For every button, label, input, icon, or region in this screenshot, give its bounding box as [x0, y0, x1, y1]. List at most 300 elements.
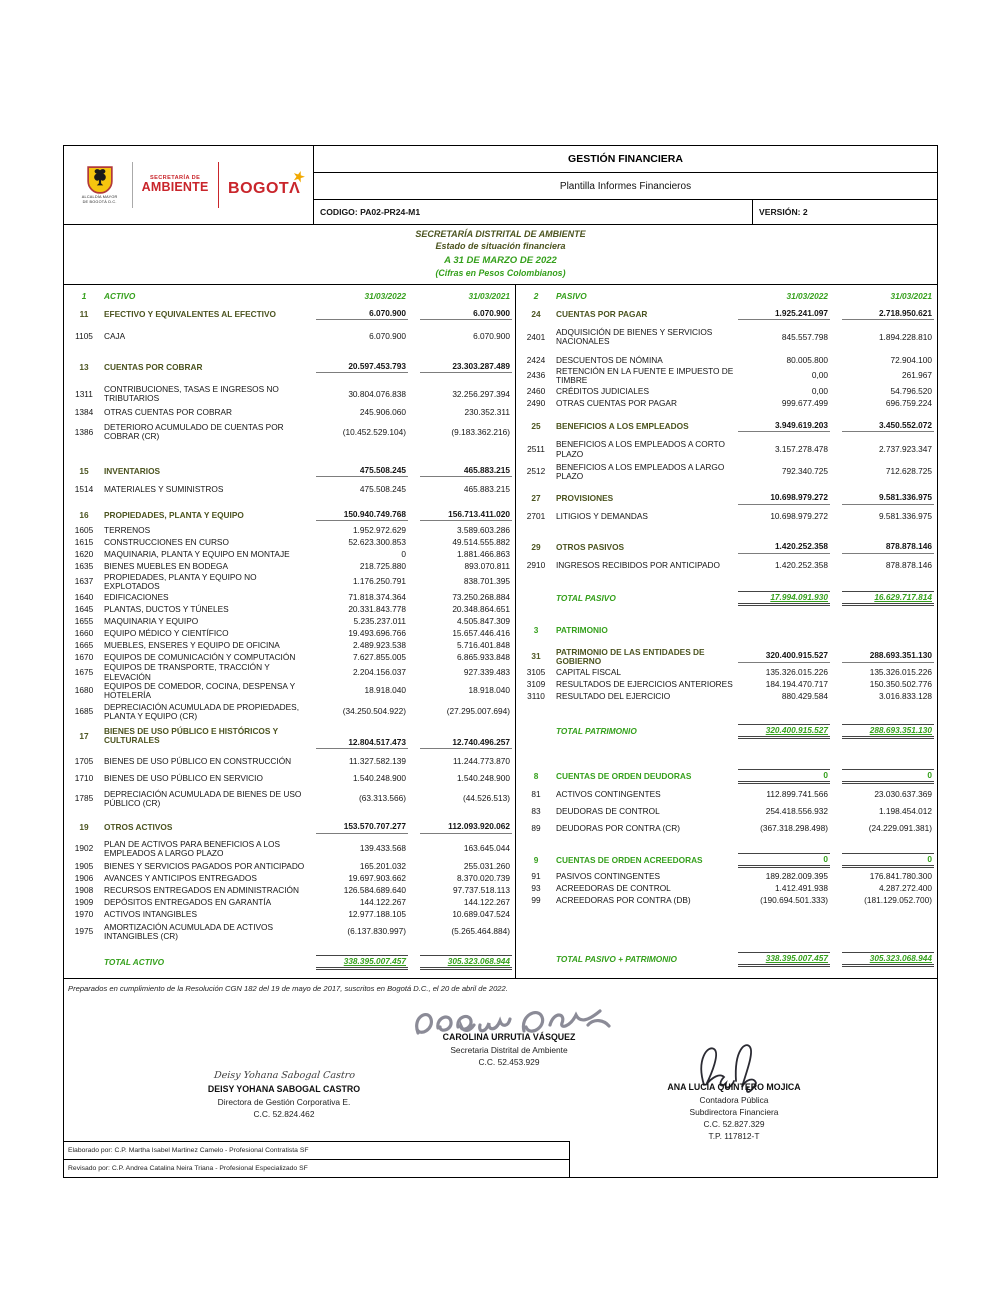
preparation-note: Preparados en cumplimiento de la Resolución CGN 182 del 19 de mayo de 2017, suscritos en Bogotá D.C., el 20 de abril de 2022. [68, 984, 508, 994]
currency-note: (Cifras en Pesos Colombianos) [435, 267, 566, 278]
table-row [64, 884, 512, 896]
row-label: BENEFICIOS A LOS EMPLEADOS A CORTO PLAZO [556, 439, 725, 459]
row-code: 2460 [526, 385, 546, 396]
row-value-2021: (5.265.464.884) [451, 926, 510, 937]
row-label: DEPRECIACIÓN ACUMULADA DE BIENES DE USO PÚBLICO (CR) [104, 788, 302, 808]
table-row [64, 288, 512, 305]
row-label: ACREEDORAS DE CONTROL [556, 882, 671, 893]
row-label: MATERIALES Y SUMINISTROS [104, 483, 224, 494]
row-value-2021: 465.883.215 [420, 466, 512, 477]
table-row [64, 639, 512, 651]
row-label: TOTAL ACTIVO [104, 956, 165, 967]
row-value-2022: (190.694.501.333) [760, 894, 828, 905]
row-label: EQUIPO MÉDICO Y CIENTÍFICO [104, 627, 229, 638]
row-code: 1902 [74, 843, 94, 854]
row-code: 1909 [74, 896, 94, 907]
row-value-2022: 12.977.188.105 [348, 908, 406, 919]
row-code: 1605 [74, 525, 94, 536]
row-value-2022: 2.489.923.538 [352, 639, 406, 650]
row-label: BENEFICIOS A LOS EMPLEADOS A LARGO PLAZO [556, 461, 725, 482]
table-row [64, 818, 512, 837]
table-row [516, 622, 934, 639]
row-value-2022: 30.804.076.838 [348, 388, 406, 399]
table-row [64, 481, 512, 498]
row-code: 2424 [526, 355, 546, 366]
table-row [516, 288, 934, 305]
signature-block-directora [159, 1065, 409, 1120]
row-value-2022: 845.557.798 [781, 331, 828, 342]
row-code: 11 [79, 309, 89, 319]
row-value-2022: 0,00 [811, 385, 828, 396]
row-label: RECURSOS ENTREGADOS EN ADMINISTRACIÓN [104, 884, 300, 895]
row-value-2022: 1.540.248.900 [352, 773, 406, 784]
row-code: 1 [81, 291, 87, 301]
table-row [516, 367, 934, 386]
row-value-2022: 135.326.015.226 [765, 666, 828, 677]
row-code: 89 [531, 823, 541, 834]
table-row [516, 948, 934, 970]
row-code: 1710 [74, 773, 94, 784]
row-value-2021: 15.657.446.416 [452, 627, 510, 638]
row-code: 1615 [74, 537, 94, 548]
table-row [516, 820, 934, 837]
table-row [516, 397, 934, 409]
row-value-2022: (367.318.298.498) [760, 823, 828, 834]
row-label: CUENTAS DE ORDEN ACREEDORAS [556, 854, 703, 865]
row-value-2021: 893.070.811 [464, 561, 510, 572]
row-value-2021: 10.689.047.524 [452, 908, 510, 919]
row-code: 1670 [74, 651, 94, 662]
row-code: 1705 [74, 756, 94, 767]
table-row [64, 682, 512, 701]
table-row [516, 385, 934, 397]
row-label: DEPÓSITOS ENTREGADOS EN GARANTÍA [104, 896, 272, 907]
table-row [64, 525, 512, 537]
row-code: 1665 [74, 639, 94, 650]
row-value-2022: 0 [401, 549, 406, 560]
row-label: BIENES DE USO PÚBLICO E HISTÓRICOS Y CULTURALES [104, 726, 278, 746]
row-code: 27 [531, 493, 541, 504]
row-value-2022: 1.925.241.097 [738, 309, 830, 320]
row-spacer [64, 810, 512, 818]
row-label: OTRAS CUENTAS POR PAGAR [556, 397, 677, 408]
table-row [516, 440, 934, 459]
row-value-2021: (27.295.007.694) [446, 706, 510, 717]
row-code: 3 [533, 625, 539, 636]
row-value-2021: 54.796.520 [890, 385, 932, 396]
row-label: CAPITAL FISCAL [556, 666, 622, 677]
row-value-2021: 1.881.466.863 [456, 549, 510, 560]
row-value-2021: 2.737.923.347 [878, 443, 932, 454]
row-value-2021: 73.250.268.884 [452, 591, 510, 602]
row-label: LITIGIOS Y DEMANDAS [556, 511, 648, 522]
row-value-2021: 6.070.900 [420, 309, 512, 320]
row-value-2022: 80.005.800 [786, 355, 828, 366]
logo-divider-red [218, 162, 220, 208]
row-code: 1905 [74, 860, 94, 871]
table-row [516, 463, 934, 482]
row-spacer [516, 837, 934, 850]
table-row [516, 786, 934, 803]
row-code: 1685 [74, 706, 94, 717]
signature-block-secretaria [384, 1003, 634, 1068]
row-label: DEUDORAS DE CONTROL [556, 806, 660, 817]
signer-name: ANA LUCIA QUINTERO MOJICA [667, 1082, 801, 1093]
row-label: PROPIEDADES, PLANTA Y EQUIPO NO EXPLOTADOS [104, 571, 257, 591]
row-value-2021: 23.303.287.489 [420, 362, 512, 373]
row-value-2022: 139.433.568 [359, 843, 406, 854]
row-code: 83 [531, 806, 541, 817]
row-value-2022: 112.899.741.566 [766, 789, 828, 800]
row-value-2022: (10.452.529.104) [342, 426, 406, 437]
row-code: 3109 [526, 678, 546, 689]
row-value-2022: 165.201.032 [359, 860, 406, 871]
bogota-logo: BOGOTΛ ★ [228, 167, 308, 197]
table-row [64, 627, 512, 639]
row-label: PLANTAS, DUCTOS Y TÚNELES [104, 603, 229, 614]
row-label: TOTAL PATRIMONIO [556, 725, 637, 736]
table-row [64, 561, 512, 573]
table-row [516, 489, 934, 508]
table-row [64, 837, 512, 860]
star-icon: ★ [291, 167, 308, 186]
row-label: ACTIVOS INTANGIBLES [104, 908, 197, 919]
row-value-2021: 4.505.847.309 [456, 615, 510, 626]
row-value-2021: 18.918.040 [468, 685, 510, 696]
row-value-2022: 2.204.156.037 [352, 666, 406, 677]
row-value-2021: 465.883.215 [463, 483, 510, 494]
control-footer [64, 1141, 570, 1177]
row-value-2022: 17.994.091.930 [738, 591, 830, 606]
row-code: 15 [79, 465, 89, 476]
table-row [516, 305, 934, 324]
row-code: 29 [531, 542, 541, 553]
row-code: 91 [531, 870, 541, 881]
row-label: CONTRIBUCIONES, TASAS E INGRESOS NO TRIBUTARIOS [104, 384, 279, 404]
row-value-2021: (181.129.052.700) [864, 894, 932, 905]
row-code: 1311 [75, 388, 93, 399]
table-row [516, 538, 934, 557]
statement-date: A 31 DE MARZO DE 2022 [444, 255, 557, 267]
row-label: MAQUINARIA, PLANTA Y EQUIPO EN MONTAJE [104, 549, 290, 560]
row-value-2021: 3.016.833.128 [878, 690, 932, 701]
row-spacer [516, 702, 934, 720]
row-value-2021: 288.693.351.130 [842, 651, 934, 662]
row-code: 3105 [526, 666, 546, 677]
row-value-2021: 156.713.411.020 [420, 510, 512, 521]
row-value-2021: 0 [842, 853, 934, 868]
row-value-2022: 320.400.915.527 [738, 651, 830, 662]
row-label: BENEFICIOS A LOS EMPLEADOS [556, 421, 689, 432]
row-code: 2511 [527, 443, 545, 454]
row-value-2022: 0 [738, 853, 830, 868]
table-row [64, 723, 512, 749]
row-code: 25 [531, 421, 541, 432]
row-value-2022: 20.597.453.793 [316, 362, 408, 373]
row-label: TOTAL PASIVO [556, 592, 616, 603]
elaborado-row: Elaborado por: C.P. Martha Isabel Martinez Camelo - Profesional Contratista SF [68, 1147, 309, 1155]
row-value-2022: 880.429.584 [781, 690, 828, 701]
table-row [64, 896, 512, 908]
row-value-2022: 126.584.689.640 [343, 884, 406, 895]
row-label: PATRIMONIO [556, 625, 608, 636]
row-value-2022: 153.570.707.277 [316, 822, 408, 833]
code-version-row [314, 200, 937, 224]
row-label: CUENTAS POR PAGAR [556, 309, 648, 319]
row-value-2022: 71.818.374.364 [348, 591, 406, 602]
row-value-2022: 19.493.696.766 [348, 627, 406, 638]
table-row [64, 908, 512, 920]
row-label: MAQUINARIA Y EQUIPO [104, 615, 199, 626]
row-label: DESCUENTOS DE NÓMINA [556, 355, 663, 366]
row-code: 13 [79, 362, 89, 372]
signatures-section [64, 1003, 937, 1141]
table-row [516, 666, 934, 678]
row-value-2022: 320.400.915.527 [738, 724, 830, 739]
balance-sheet-table [64, 285, 937, 979]
row-label: INVENTARIOS [104, 465, 161, 476]
row-code: 1105 [75, 331, 93, 341]
row-value-2022: 10.698.979.272 [770, 511, 828, 522]
row-label: PATRIMONIO DE LAS ENTIDADES DE GOBIERNO [556, 646, 705, 666]
row-value-2022: 12.804.517.473 [316, 738, 408, 749]
row-value-2021: 2.718.950.621 [842, 309, 934, 320]
row-code: 99 [531, 894, 541, 905]
row-value-2021: 0 [842, 769, 934, 784]
signature-deisy-script: Deisy Yohana Sabogal Castro [212, 1070, 356, 1082]
row-value-2021: 1.198.454.012 [878, 806, 932, 817]
template-subtitle: Plantilla Informes Financieros [314, 173, 937, 200]
row-label: DETERIORO ACUMULADO DE CUENTAS POR COBRAR (CR) [104, 421, 284, 442]
table-row [516, 647, 934, 666]
brand-logo-block [64, 146, 314, 224]
row-code: 9 [533, 854, 539, 865]
row-value-2022: 792.340.725 [781, 466, 828, 477]
row-value-2022: 11.327.582.139 [348, 756, 406, 767]
row-value-2021: 12.740.496.257 [420, 738, 512, 749]
row-value-2021: 4.287.272.400 [878, 882, 932, 893]
row-value-2022: 245.906.060 [359, 406, 406, 417]
row-label: ACTIVOS CONTINGENTES [556, 789, 661, 800]
row-label: EQUIPOS DE TRANSPORTE, TRACCIÓN Y ELEVACIÓN [104, 662, 270, 682]
row-value-2021: 135.326.015.226 [869, 666, 932, 677]
table-row [516, 678, 934, 690]
row-value-2022: 189.282.009.395 [765, 870, 828, 881]
row-label: PASIVOS CONTINGENTES [556, 870, 661, 881]
row-value-2022: 184.194.470.717 [765, 678, 828, 689]
table-row [516, 557, 934, 574]
row-label: BIENES Y SERVICIOS PAGADOS POR ANTICIPADO [104, 860, 305, 871]
row-code: 1655 [74, 615, 94, 626]
signer-role: Secretaria Distrital de Ambiente [450, 1044, 568, 1055]
row-value-2022: 7.627.855.005 [352, 651, 406, 662]
row-value-2021: 5.716.401.848 [456, 639, 510, 650]
row-value-2022: 3.949.619.203 [738, 421, 830, 432]
row-value-2021: 230.352.311 [464, 406, 510, 417]
row-value-2021: 112.093.920.062 [420, 822, 512, 833]
row-value-2022: 1.952.972.629 [352, 525, 406, 536]
row-value-2022: 1.412.491.938 [774, 882, 828, 893]
row-value-2021: 16.629.717.814 [842, 591, 934, 606]
row-label: CRÉDITOS JUDICIALES [556, 385, 649, 396]
row-value-2022: 150.940.749.768 [316, 510, 408, 521]
row-value-2022: 475.508.245 [359, 483, 406, 494]
row-value-2021: 32.256.297.394 [452, 388, 510, 399]
row-code: 2490 [526, 397, 546, 408]
row-spacer [516, 574, 934, 587]
row-code: 31 [531, 651, 541, 662]
row-code: 2 [533, 291, 539, 301]
table-row [64, 573, 512, 592]
table-row [516, 803, 934, 820]
signer-tp: T.P. 117812-T [708, 1131, 760, 1142]
row-value-2022: 19.697.903.662 [348, 872, 406, 883]
row-spacer [516, 409, 934, 417]
row-spacer [516, 906, 934, 948]
logo-divider [132, 162, 133, 208]
row-label: CAJA [104, 331, 126, 341]
row-code: 3110 [527, 690, 545, 701]
table-row [64, 421, 512, 444]
row-spacer [516, 742, 934, 766]
row-code: 8 [533, 770, 539, 781]
row-value-2022: 10.698.979.272 [738, 493, 830, 504]
table-row [64, 549, 512, 561]
table-row [64, 537, 512, 549]
row-value-2021: 97.737.518.113 [452, 884, 510, 895]
row-value-2021: 878.878.146 [842, 542, 934, 553]
row-value-2021: 163.645.044 [463, 843, 510, 854]
table-row [64, 920, 512, 943]
row-value-2021: 6.070.900 [473, 331, 510, 341]
row-value-2021: 6.865.933.848 [456, 651, 510, 662]
row-label: EFECTIVO Y EQUIVALENTES AL EFECTIVO [104, 309, 276, 319]
row-value-2022: 18.918.040 [364, 685, 406, 696]
row-value-2021: 23.030.637.369 [874, 789, 932, 800]
row-code: 1908 [74, 884, 94, 895]
row-label: DEPRECIACIÓN ACUMULADA DE PROPIEDADES, PLANTA Y EQUIPO (CR) [104, 701, 300, 721]
row-code: 1660 [74, 627, 94, 638]
row-code: 2701 [526, 511, 546, 522]
row-label: OTROS ACTIVOS [104, 822, 173, 833]
row-label: CUENTAS POR COBRAR [104, 362, 203, 372]
alcaldia-caption: ALCALDÍA MAYOR DE BOGOTÁ D.C. [81, 194, 118, 204]
row-label: ADQUISICIÓN DE BIENES Y SERVICIOS NACIONALES [556, 327, 713, 347]
row-code: 19 [79, 822, 89, 833]
row-value-2021: 31/03/2021 [890, 291, 932, 301]
signer-role: Subdirectora Financiera [689, 1106, 779, 1117]
row-value-2022: (63.313.566) [358, 793, 406, 804]
row-value-2021: 49.514.555.882 [452, 537, 510, 548]
assets-column [64, 285, 515, 978]
table-row [64, 385, 512, 404]
table-row [64, 591, 512, 603]
row-label: EDIFICACIONES [104, 591, 169, 602]
table-row [516, 690, 934, 702]
row-value-2022: 3.157.278.478 [774, 443, 828, 454]
row-value-2022: 31/03/2022 [364, 291, 406, 301]
row-value-2021: 255.031.260 [463, 860, 510, 871]
row-code: 2512 [526, 466, 546, 477]
row-spacer [516, 525, 934, 538]
row-code: 1637 [74, 576, 94, 587]
row-value-2022: 338.395.007.457 [316, 955, 408, 970]
row-value-2022: 218.725.880 [359, 561, 406, 572]
signer-cc: C.C. 52.453.929 [478, 1056, 540, 1067]
entity-name: SECRETARÍA DISTRITAL DE AMBIENTE [415, 229, 586, 239]
document-code: CODIGO: PA02-PR24-M1 [320, 207, 421, 217]
financial-statement-document [63, 145, 938, 1178]
row-value-2022: 254.418.556.932 [765, 806, 828, 817]
table-row [64, 358, 512, 377]
row-label: RESULTADOS DE EJERCICIOS ANTERIORES [556, 678, 733, 689]
row-label: PLAN DE ACTIVOS PARA BENEFICIOS A LOS EMPLEADOS A LARGO PLAZO [104, 838, 280, 858]
row-value-2022: 20.331.843.778 [348, 603, 406, 614]
row-value-2021: 261.967 [902, 370, 932, 381]
row-code: 1386 [74, 426, 94, 437]
row-value-2022: 999.677.499 [781, 397, 828, 408]
row-value-2021: 696.759.224 [885, 397, 932, 408]
row-value-2022: 5.235.237.011 [353, 615, 406, 626]
document-version: VERSIÓN: 2 [752, 200, 937, 224]
row-value-2021: 1.540.248.900 [456, 773, 510, 784]
row-value-2021: 11.244.773.870 [452, 756, 510, 767]
row-value-2022: 31/03/2022 [786, 291, 828, 301]
table-row [64, 404, 512, 421]
table-row [64, 753, 512, 770]
table-row [516, 587, 934, 609]
statement-title-block [64, 225, 937, 285]
table-row [516, 355, 934, 367]
row-value-2021: 72.904.100 [890, 355, 932, 366]
table-row [64, 700, 512, 723]
row-value-2021: (9.183.362.216) [451, 426, 510, 437]
row-value-2021: 8.370.020.739 [456, 872, 510, 883]
row-code: 1970 [74, 908, 94, 919]
row-spacer [516, 347, 934, 355]
signer-role: Directora de Gestión Corporativa E. [217, 1096, 351, 1107]
table-row [64, 462, 512, 481]
row-value-2021: 878.878.146 [885, 560, 932, 571]
table-row [64, 615, 512, 627]
row-value-2021: 288.693.351.130 [842, 724, 934, 739]
row-value-2021: (24.229.091.381) [868, 823, 932, 834]
row-code: 24 [531, 309, 541, 319]
row-label: MUEBLES, ENSERES Y EQUIPO DE OFICINA [104, 639, 280, 650]
row-label: AMORTIZACIÓN ACUMULADA DE ACTIVOS INTANGIBLES (CR) [104, 921, 274, 941]
row-code: 1975 [74, 926, 94, 937]
bogota-coat-of-arms-icon [87, 166, 113, 194]
row-value-2022: 6.070.900 [369, 331, 406, 341]
row-value-2022: 144.122.267 [359, 896, 406, 907]
row-value-2021: 305.323.068.944 [842, 952, 934, 967]
table-row [64, 663, 512, 682]
table-row [64, 506, 512, 525]
table-row [516, 508, 934, 525]
table-row [64, 787, 512, 810]
row-spacer [64, 444, 512, 462]
revisado-row: Revisado por: C.P. Andrea Catalina Neira Triana - Profesional Especializado SF [64, 1159, 569, 1177]
liabilities-equity-column [515, 285, 937, 978]
signer-name: CAROLINA URRUTIA VÁSQUEZ [442, 1032, 576, 1043]
row-label: CONSTRUCCIONES EN CURSO [104, 537, 229, 548]
header-right-block [314, 146, 937, 224]
row-code: 17 [79, 730, 89, 741]
row-value-2021: 144.122.267 [463, 896, 510, 907]
table-row [64, 770, 512, 787]
row-value-2022: (6.137.830.997) [347, 926, 406, 937]
row-value-2021: 9.581.336.975 [878, 511, 932, 522]
